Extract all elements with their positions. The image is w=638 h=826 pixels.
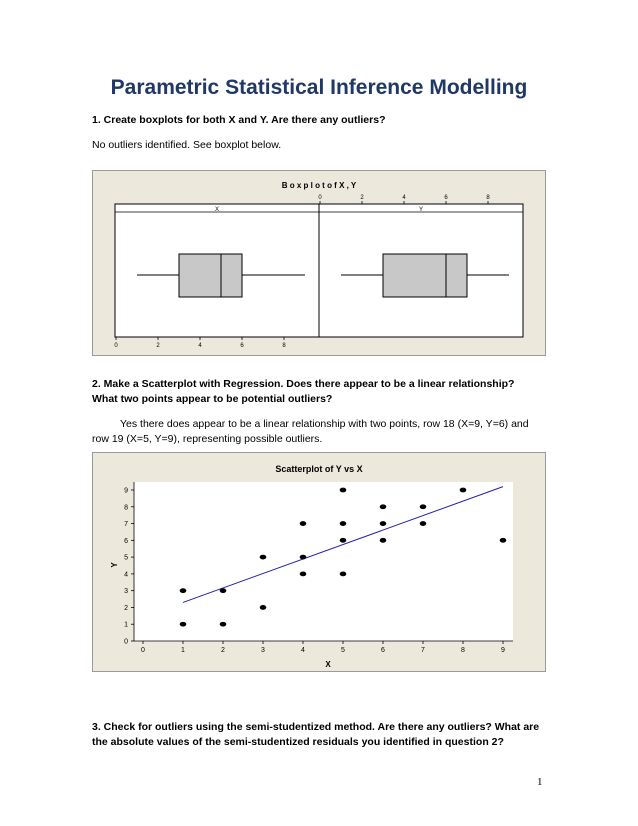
scatter-point — [420, 521, 427, 526]
boxplot-strip-label-Y: Y — [418, 207, 424, 213]
boxplot-bottom-tick-label: 0 — [114, 343, 118, 349]
answer-2-line1: Yes there does appear to be a linear relationship with two points, row 18 (X=9, Y=6) and — [120, 418, 529, 430]
answer-1: No outliers identified. See boxplot below. — [92, 139, 282, 151]
boxplot-top-tick-label: 6 — [444, 195, 448, 201]
scatter-x-tick-label: 6 — [381, 647, 385, 654]
question-1: 1. Create boxplots for both X and Y. Are there any outliers? — [92, 114, 386, 126]
scatter-point — [380, 538, 387, 543]
scatter-plot-area — [134, 482, 513, 641]
page-title: Parametric Statistical Inference Modelling — [110, 76, 528, 99]
scatter-point — [460, 488, 467, 493]
scatter-point — [340, 538, 347, 543]
scatterplot-panel — [92, 452, 546, 672]
scatter-point — [340, 521, 347, 526]
scatter-xlabel: X — [325, 660, 331, 669]
scatter-y-tick-label: 0 — [124, 638, 128, 646]
scatter-x-tick-label: 2 — [221, 647, 225, 654]
question-2-line2: What two points appear to be potential outliers? — [92, 393, 333, 405]
answer-2-line2: row 19 (X=5, Y=9), representing possible outliers. — [92, 433, 323, 445]
scatter-x-tick-label: 4 — [301, 647, 305, 654]
scatter-y-tick-label: 2 — [124, 604, 128, 612]
scatter-y-tick-label: 3 — [124, 588, 128, 596]
scatter-x-tick-label: 3 — [261, 647, 265, 654]
boxplot-title: B o x p l o t o f X , Y — [281, 181, 357, 190]
scatter-point — [180, 622, 187, 627]
boxplot-top-tick-label: 2 — [360, 195, 364, 201]
page-number: 1 — [537, 776, 543, 788]
scatter-x-tick-label: 0 — [141, 647, 145, 654]
question-3-line1: 3. Check for outliers using the semi-studentized method. Are there any outliers? What are — [92, 721, 540, 733]
boxplot-top-tick-label: 0 — [318, 195, 322, 201]
boxplot-bottom-tick-label: 2 — [156, 343, 160, 349]
scatter-x-tick-label: 5 — [341, 647, 345, 654]
scatter-point — [220, 588, 227, 593]
scatterplot-chart — [93, 453, 545, 671]
boxplot-strip-label-X: X — [214, 207, 220, 213]
scatter-point — [300, 571, 307, 576]
scatter-y-tick-label: 7 — [124, 521, 128, 529]
scatter-y-tick-label: 1 — [124, 621, 128, 629]
scatter-point — [220, 622, 227, 627]
scatter-y-tick-label: 6 — [124, 537, 128, 545]
boxplot-panel — [92, 170, 546, 356]
scatter-y-tick-label: 8 — [124, 504, 128, 512]
boxplot-bottom-tick-label: 8 — [282, 343, 286, 349]
boxplot-box-Y — [383, 254, 467, 297]
scatter-point — [380, 504, 387, 509]
scatter-x-tick-label: 8 — [461, 647, 465, 654]
scatter-point — [380, 521, 387, 526]
boxplot-chart — [93, 171, 545, 355]
scatter-point — [420, 504, 427, 509]
boxplot-bottom-tick-label: 4 — [198, 343, 202, 349]
boxplot-bottom-tick-label: 6 — [240, 343, 244, 349]
scatter-point — [260, 605, 267, 610]
scatter-point — [300, 555, 307, 560]
question-3-line2: the absolute values of the semi-studentized residuals you identified in question 2? — [92, 736, 504, 748]
scatter-point — [260, 555, 267, 560]
scatter-x-tick-label: 1 — [181, 647, 185, 654]
scatter-y-tick-label: 5 — [124, 554, 128, 562]
scatter-point — [340, 571, 347, 576]
scatter-point — [500, 538, 507, 543]
scatter-x-tick-label: 9 — [501, 647, 505, 654]
scatter-x-tick-label: 7 — [421, 647, 425, 654]
scatter-point — [340, 488, 347, 493]
question-2-line1: 2. Make a Scatterplot with Regression. Does there appear to be a linear relationship? — [92, 378, 515, 390]
scatter-title: Scatterplot of Y vs X — [275, 464, 363, 474]
boxplot-box-X — [179, 254, 242, 297]
scatter-y-tick-label: 9 — [124, 487, 128, 495]
boxplot-top-tick-label: 4 — [402, 195, 406, 201]
boxplot-top-tick-label: 8 — [486, 195, 490, 201]
scatter-point — [180, 588, 187, 593]
scatter-ylabel: Y — [110, 562, 119, 568]
scatter-y-tick-label: 4 — [124, 571, 128, 579]
scatter-point — [300, 521, 307, 526]
